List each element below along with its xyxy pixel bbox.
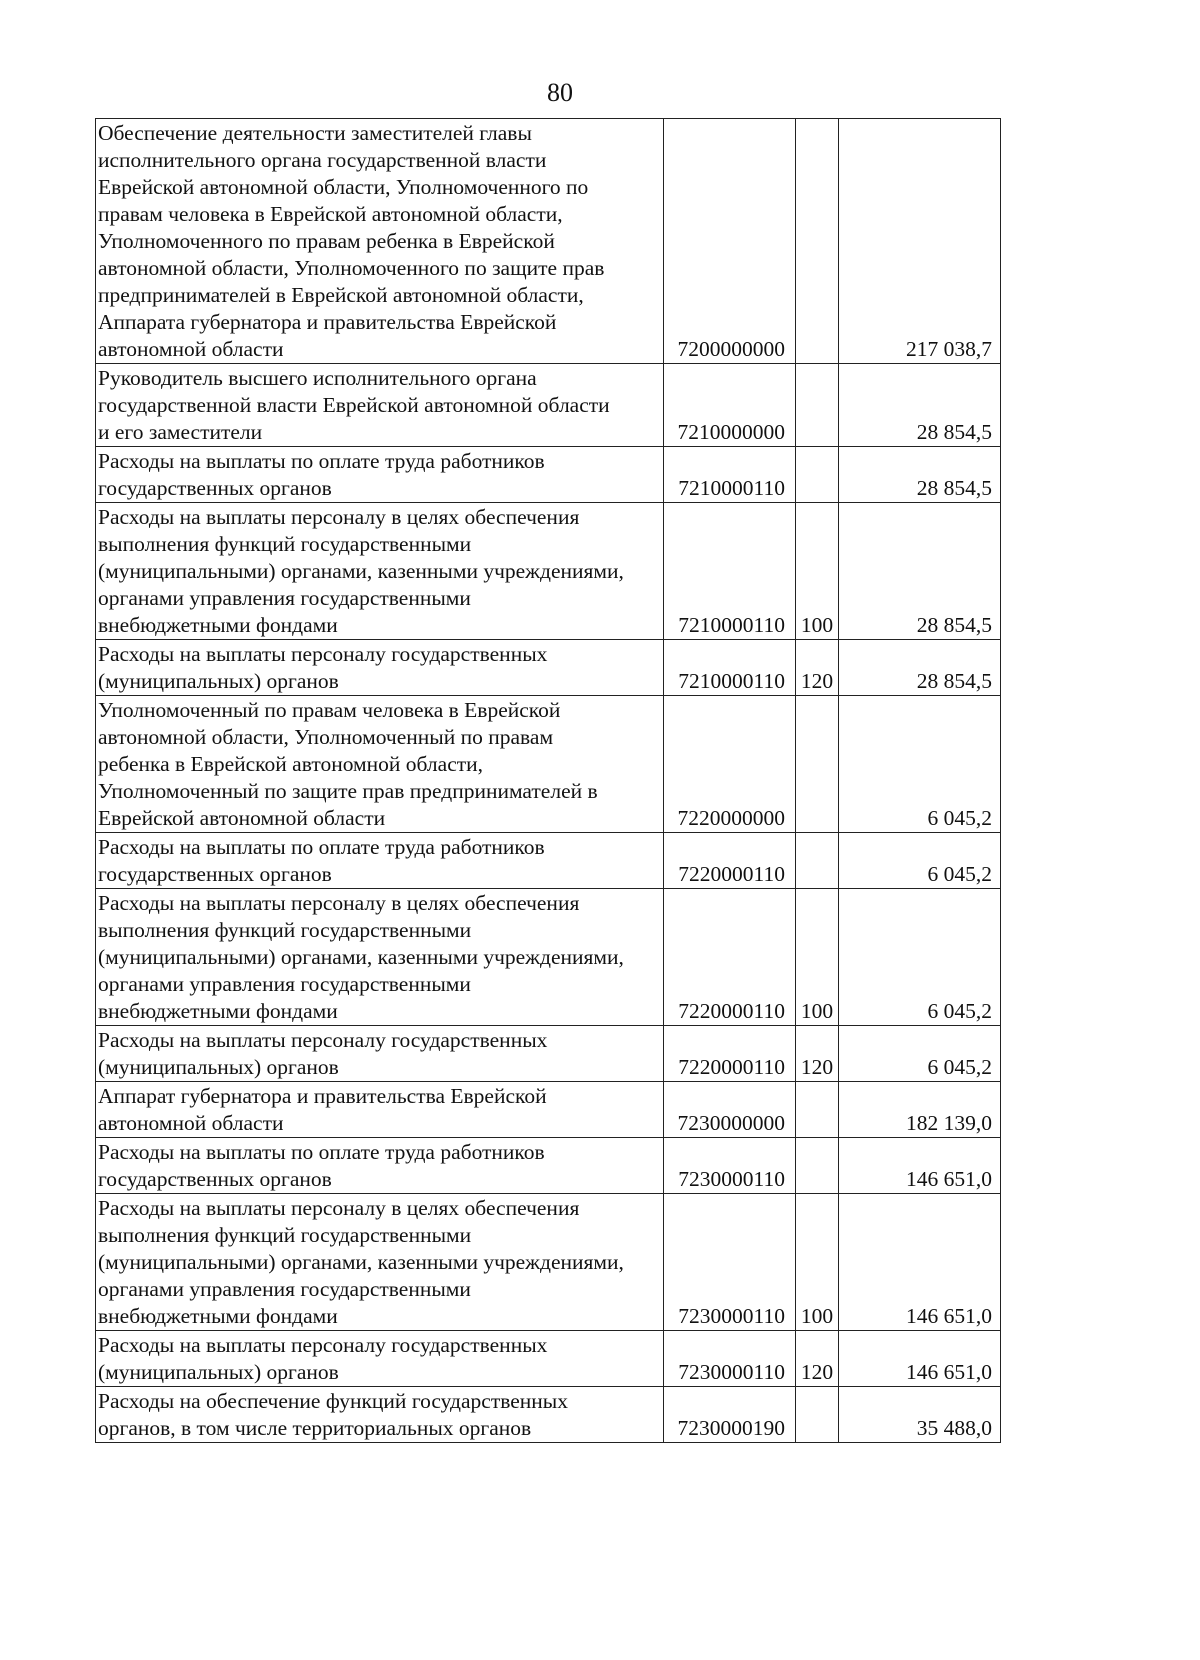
target-code-cell: 7210000110 — [664, 503, 796, 640]
expense-name-cell: Расходы на выплаты по оплате труда работников государственных органов — [96, 833, 664, 889]
amount-cell: 182 139,0 — [839, 1082, 1001, 1138]
expense-type-cell — [796, 833, 839, 889]
table-row — [96, 1331, 1001, 1387]
table-row — [96, 833, 1001, 889]
amount-cell: 6 045,2 — [839, 1026, 1001, 1082]
page-number: 80 — [547, 78, 573, 107]
expense-type-cell: 100 — [796, 1194, 839, 1331]
expense-type-cell — [796, 447, 839, 503]
expense-type-cell: 120 — [796, 1026, 839, 1082]
amount-cell: 28 854,5 — [839, 447, 1001, 503]
expense-type-cell — [796, 1082, 839, 1138]
amount-cell: 28 854,5 — [839, 364, 1001, 447]
expense-type-cell — [796, 119, 839, 364]
expense-name-cell: Обеспечение деятельности заместителей главы исполнительного органа государственной власти Еврейской автономной области, Уполномоченного по правам человека в Еврейской автономной области, Уполномоченного по правам ребенка в Еврейской автономной области, Уполномоченного по защите прав предпринимателей в Еврейской автономной области, Аппарата губернатора и правительства Еврейской автономной области — [96, 119, 664, 364]
expense-name-cell: Расходы на выплаты персоналу государственных (муниципальных) органов — [96, 640, 664, 696]
expense-name-cell: Расходы на выплаты персоналу в целях обеспечения выполнения функций государственными (муниципальными) органами, казенными учреждениями, органами управления государственными внебюджетными фондами — [96, 503, 664, 640]
expense-type-cell — [796, 696, 839, 833]
expense-type-cell: 100 — [796, 889, 839, 1026]
target-code-cell: 7210000000 — [664, 364, 796, 447]
expense-type-cell: 120 — [796, 640, 839, 696]
amount-cell: 6 045,2 — [839, 833, 1001, 889]
amount-cell: 28 854,5 — [839, 503, 1001, 640]
table-body — [96, 119, 1001, 1443]
budget-table — [95, 118, 1001, 1443]
target-code-cell: 7210000110 — [664, 447, 796, 503]
expense-name-cell: Уполномоченный по правам человека в Еврейской автономной области, Уполномоченный по правам ребенка в Еврейской автономной области, Уполномоченный по защите прав предпринимателей в Еврейской автономной области — [96, 696, 664, 833]
table-row — [96, 1026, 1001, 1082]
expense-name-cell: Расходы на выплаты персоналу государственных (муниципальных) органов — [96, 1026, 664, 1082]
amount-cell: 146 651,0 — [839, 1138, 1001, 1194]
amount-cell: 217 038,7 — [839, 119, 1001, 364]
expense-name-cell: Расходы на выплаты по оплате труда работников государственных органов — [96, 447, 664, 503]
table-row — [96, 364, 1001, 447]
target-code-cell: 7230000110 — [664, 1331, 796, 1387]
expense-name-cell: Аппарат губернатора и правительства Еврейской автономной области — [96, 1082, 664, 1138]
expense-type-cell: 100 — [796, 503, 839, 640]
table-row — [96, 1138, 1001, 1194]
amount-cell: 35 488,0 — [839, 1387, 1001, 1443]
target-code-cell: 7230000190 — [664, 1387, 796, 1443]
table-row — [96, 696, 1001, 833]
expense-name-cell: Расходы на выплаты персоналу в целях обеспечения выполнения функций государственными (муниципальными) органами, казенными учреждениями, органами управления государственными внебюджетными фондами — [96, 889, 664, 1026]
target-code-cell: 7230000110 — [664, 1194, 796, 1331]
target-code-cell: 7220000110 — [664, 889, 796, 1026]
target-code-cell: 7200000000 — [664, 119, 796, 364]
target-code-cell: 7230000110 — [664, 1138, 796, 1194]
table-row — [96, 889, 1001, 1026]
target-code-cell: 7230000000 — [664, 1082, 796, 1138]
expense-type-cell — [796, 1138, 839, 1194]
amount-cell: 28 854,5 — [839, 640, 1001, 696]
table-row — [96, 503, 1001, 640]
expense-name-cell: Расходы на обеспечение функций государственных органов, в том числе территориальных органов — [96, 1387, 664, 1443]
target-code-cell: 7220000110 — [664, 1026, 796, 1082]
amount-cell: 6 045,2 — [839, 889, 1001, 1026]
expense-name-cell: Руководитель высшего исполнительного органа государственной власти Еврейской автономной области и его заместители — [96, 364, 664, 447]
amount-cell: 146 651,0 — [839, 1331, 1001, 1387]
table-row — [96, 1082, 1001, 1138]
expense-name-cell: Расходы на выплаты персоналу в целях обеспечения выполнения функций государственными (муниципальными) органами, казенными учреждениями, органами управления государственными внебюджетными фондами — [96, 1194, 664, 1331]
expense-name-cell: Расходы на выплаты по оплате труда работников государственных органов — [96, 1138, 664, 1194]
expense-name-cell: Расходы на выплаты персоналу государственных (муниципальных) органов — [96, 1331, 664, 1387]
amount-cell: 6 045,2 — [839, 696, 1001, 833]
target-code-cell: 7220000110 — [664, 833, 796, 889]
expense-type-cell: 120 — [796, 1331, 839, 1387]
table-row — [96, 1194, 1001, 1331]
expense-type-cell — [796, 1387, 839, 1443]
target-code-cell: 7220000000 — [664, 696, 796, 833]
table-row — [96, 119, 1001, 364]
table-row — [96, 447, 1001, 503]
table-row — [96, 640, 1001, 696]
amount-cell: 146 651,0 — [839, 1194, 1001, 1331]
expense-type-cell — [796, 364, 839, 447]
target-code-cell: 7210000110 — [664, 640, 796, 696]
table-row — [96, 1387, 1001, 1443]
